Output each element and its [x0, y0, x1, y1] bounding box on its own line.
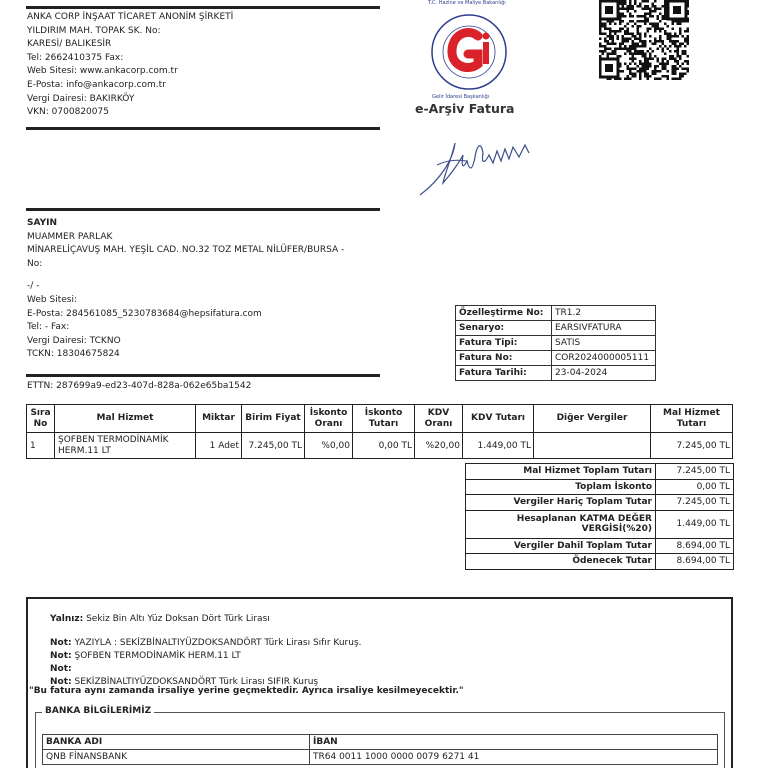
info-row	[456, 336, 656, 351]
buyer-tax-office: Vergi Dairesi: TCKNO	[27, 335, 121, 346]
buyer-bottom-rule	[26, 374, 380, 377]
buyer-name: MUAMMER PARLAK	[27, 231, 113, 242]
qr-code	[599, 0, 689, 80]
cell-qty: 1 Adet	[196, 433, 242, 459]
col-header-qty: Miktar	[196, 405, 242, 433]
document-title: e-Arşiv Fatura	[415, 101, 515, 116]
col-header-vat-amount: KDV Tutarı	[463, 405, 534, 433]
notes	[50, 613, 362, 689]
totals-label: Toplam İskonto	[466, 479, 656, 495]
col-header-other-taxes: Diğer Vergiler	[534, 405, 651, 433]
note-text: YAZIYLA : SEKİZBİNALTIYÜZDOKSANDÖRT Türk Lirası Sıfır Kuruş.	[74, 638, 362, 648]
buyer-city: -/ -	[27, 281, 40, 292]
info-value: TR1.2	[552, 306, 656, 321]
amount-in-words	[50, 613, 362, 626]
seller-tax-office: Vergi Dairesi: BAKIRKÖY	[27, 93, 135, 104]
seller-bottom-rule	[26, 127, 380, 130]
buyer-email: E-Posta: 284561085_5230783684@hepsifatura.com	[27, 308, 262, 319]
table-row	[43, 750, 718, 765]
seller-web: Web Sitesi: www.ankacorp.com.tr	[27, 66, 178, 77]
irsaliye-note: "Bu fatura aynı zamanda irsaliye yerine geçmektedir. Ayrıca irsaliye kesilmeyecektir."	[29, 686, 464, 696]
totals-label: Ödenecek Tutar	[466, 554, 656, 570]
info-label: Senaryo:	[456, 321, 552, 336]
note-label: Not:	[50, 677, 72, 687]
info-value: EARSIVFATURA	[552, 321, 656, 336]
buyer-web: Web Sitesi:	[27, 294, 77, 305]
seller-tel: Tel: 2662410375 Fax:	[27, 52, 124, 63]
info-value: SATIS	[552, 336, 656, 351]
col-header-line-total: Mal Hizmet Tutarı	[651, 405, 733, 433]
totals-value: 8.694,00 TL	[656, 538, 734, 554]
totals-value: 1.449,00 TL	[656, 510, 734, 538]
col-header-item: Mal Hizmet	[55, 405, 196, 433]
totals-label: Mal Hizmet Toplam Tutarı	[466, 464, 656, 480]
info-label: Fatura No:	[456, 351, 552, 366]
buyer-top-rule	[26, 208, 380, 211]
buyer-info	[27, 217, 344, 362]
totals-value: 8.694,00 TL	[656, 554, 734, 570]
info-label: Fatura Tarihi:	[456, 366, 552, 381]
totals-row	[466, 479, 734, 495]
totals-label: Vergiler Hariç Toplam Tutar	[466, 495, 656, 511]
info-row	[456, 306, 656, 321]
cell-no: 1	[27, 433, 55, 459]
seller-top-rule	[26, 6, 380, 9]
buyer-address-line2: No:	[27, 258, 43, 269]
gib-logo	[428, 0, 510, 100]
cell-discount-rate: %0,00	[305, 433, 353, 459]
col-header-vat-rate: KDV Oranı	[415, 405, 463, 433]
bank-title: BANKA BİLGİLERİMİZ	[42, 706, 154, 716]
buyer-address-line1: MİNARELİÇAVUŞ MAH. YEŞİL CAD. NO.32 TOZ METAL NİLÜFER/BURSA -	[27, 245, 345, 256]
yalniz-label: Yalnız:	[50, 614, 84, 624]
logo-subtext: Gelir İdaresi Başkanlığı	[432, 94, 490, 100]
items-header-row	[27, 405, 733, 433]
col-header-discount-amount: İskonto Tutarı	[353, 405, 415, 433]
totals-row	[466, 495, 734, 511]
info-row	[456, 321, 656, 336]
cell-line-total: 7.245,00 TL	[651, 433, 733, 459]
note-line	[50, 650, 362, 663]
yalniz-text: Sekiz Bin Altı Yüz Doksan Dört Türk Lirası	[86, 614, 270, 624]
buyer-tel: Tel: - Fax:	[27, 322, 70, 333]
bank-iban: TR64 0011 1000 0000 0079 6271 41	[310, 750, 718, 765]
seller-email: E-Posta: info@ankacorp.com.tr	[27, 79, 166, 90]
cell-other-taxes	[534, 433, 651, 459]
seller-name: ANKA CORP İNŞAAT TİCARET ANONİM ŞİRKETİ	[27, 12, 234, 22]
ettn: ETTN: 287699a9-ed23-407d-828a-062e65ba1542	[27, 381, 252, 391]
bank-name: QNB FİNANSBANK	[43, 750, 310, 765]
table-row	[27, 433, 733, 459]
info-row	[456, 351, 656, 366]
seller-address-line2: KARESİ/ BALIKESİR	[27, 39, 112, 50]
totals-row	[466, 538, 734, 554]
buyer-tckn: TCKN: 18304675824	[27, 349, 120, 360]
cell-vat-amount: 1.449,00 TL	[463, 433, 534, 459]
totals-table	[465, 463, 734, 570]
bank-table	[42, 734, 718, 765]
logo-text: T.C. Hazine ve Maliye Bakanlığı	[428, 0, 506, 6]
seller-info	[27, 11, 233, 120]
totals-label: Vergiler Dahil Toplam Tutar	[466, 538, 656, 554]
bank-header-row	[43, 735, 718, 750]
info-value: 23-04-2024	[552, 366, 656, 381]
bank-col-iban: İBAN	[310, 735, 718, 750]
totals-row	[466, 554, 734, 570]
seller-address-line1: YILDIRIM MAH. TOPAK SK. No:	[27, 25, 161, 36]
info-value: COR2024000005111	[552, 351, 656, 366]
cell-item: ŞOFBEN TERMODİNAMİK HERM.11 LT	[55, 433, 196, 459]
totals-value: 7.245,00 TL	[656, 464, 734, 480]
bank-col-name: BANKA ADI	[43, 735, 310, 750]
col-header-discount-rate: İskonto Oranı	[305, 405, 353, 433]
cell-vat-rate: %20,00	[415, 433, 463, 459]
note-text: ŞOFBEN TERMODİNAMİK HERM.11 LT	[74, 651, 241, 661]
totals-row	[466, 510, 734, 538]
totals-value: 7.245,00 TL	[656, 495, 734, 511]
info-label: Özelleştirme No:	[456, 306, 552, 321]
info-row	[456, 366, 656, 381]
note-label: Not:	[50, 638, 72, 648]
seller-vkn: VKN: 0700820075	[27, 107, 109, 118]
note-line	[50, 637, 362, 650]
note-text: SEKİZBİNALTIYÜZDOKSANDÖRT Türk Lirası SIFIR Kuruş	[74, 677, 319, 687]
info-label: Fatura Tipi:	[456, 336, 552, 351]
signature	[415, 135, 540, 203]
col-header-unit-price: Birim Fiyat	[242, 405, 305, 433]
cell-discount-amount: 0,00 TL	[353, 433, 415, 459]
note-label: Not:	[50, 664, 72, 674]
buyer-heading: SAYIN	[27, 218, 57, 228]
note-label: Not:	[50, 651, 72, 661]
invoice-info-table	[455, 305, 656, 381]
items-table	[26, 404, 733, 459]
note-line	[50, 663, 362, 676]
totals-label: Hesaplanan KATMA DEĞER VERGİSİ(%20)	[466, 510, 656, 538]
totals-row	[466, 464, 734, 480]
cell-unit-price: 7.245,00 TL	[242, 433, 305, 459]
totals-value: 0,00 TL	[656, 479, 734, 495]
col-header-no: Sıra No	[27, 405, 55, 433]
